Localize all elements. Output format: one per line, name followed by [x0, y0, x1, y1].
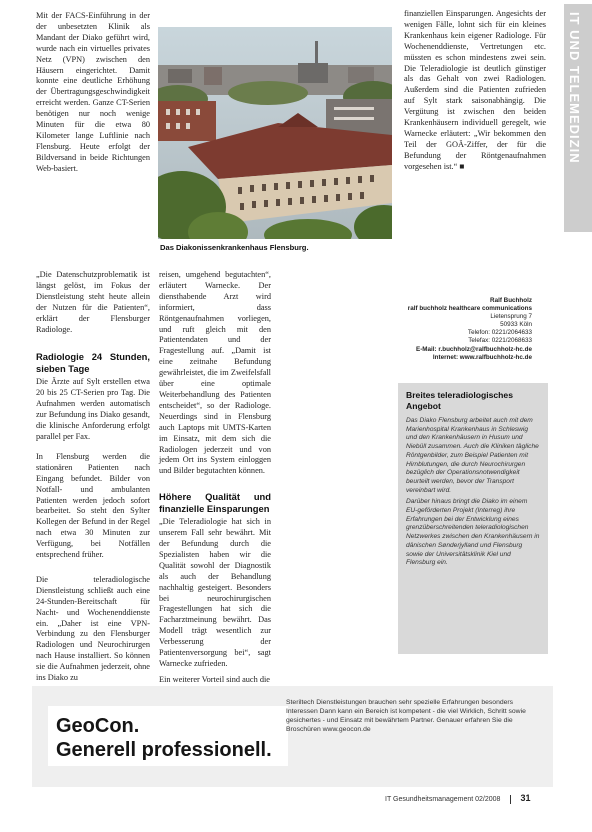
advertisement[interactable]	[32, 686, 553, 787]
hospital-photo	[158, 27, 392, 239]
author-name: Ralf Buchholz	[490, 297, 532, 304]
column-3-text	[400, 9, 560, 182]
advertisement-headline-2: Generell professionell.	[56, 739, 272, 761]
column-2-paragraph-1: reisen, umgehend begutachten“, erläutert Warnecke. Der diensthabende Arzt wird informiert, dass Röntgenaufnahmen vorliegen, und ruft gleich mit den Patientendaten und der Fragestellung auf. „Damit ist eine zeitnahe Befundung gewährleistet, die im Zweifelsfall über eine optimale Weiterbehandlung des Patienten entscheidet“, so der Radiologe. Neuerdings sind in Flensburg auch Laptops mit UMTS-Karten im Einsatz, mit dem sich die Radiologen jederzeit und von jedem Ort ins System einloggen und Bilder begutachten können.	[159, 270, 271, 476]
section-side-tab	[564, 4, 592, 232]
radiology-paragraph-1: Die Ärzte auf Sylt erstellen etwa 20 bis 25 CT-Serien pro Tag. Die Aufnahmen werden automatisch zur Befundung ins Diako gesandt, die klinische Anforderung erfolgt parallel per Fax.	[36, 377, 150, 441]
author-organization: ralf buchholz healthcare communications	[407, 305, 532, 313]
section-heading-quality: Höhere Qualität und finanzielle Einsparungen	[159, 491, 271, 514]
intro-paragraph: Mit der FACS-Einführung in der der unbesetzten Klinik als Mandant der Diako geführt wird, wurde nach ein virtuelles privates Netz (VPN) zwischen den Häusern eingerichtet. Damit konnte eine deutliche Erhöhung der Übertragungsgeschwindigkeit erreicht werden. Ganze CT-Serien benötigen nur noch wenige Minuten für die etwa 80 Kilometer lange Luftlinie nach Flensburg. Heute erfolgt der Bildversand in beide Richtungen Web-basiert.	[36, 11, 150, 173]
column-1-top-text	[36, 11, 150, 184]
radiology-paragraph-3: Die teleradiologische Dienstleistung schließt auch eine 24-Stunden-Bereitschaft für Nacht- und Wochenenddienste ein. „Daher ist eine VPN-Verbindung zu den Flensburger Radiologen und Neurochirurgen nach Hause installiert. So können sie die Aufnahmen jederzeit, ohne ins Diako zu	[36, 574, 150, 683]
author-email[interactable]: E-Mail: r.buchholz@ralfbuchholz-hc.de	[416, 345, 532, 353]
page-footer	[385, 793, 555, 804]
author-contact-block	[298, 297, 532, 362]
column-2-paragraph-3: Ein weiterer Vorteil sind auch die	[159, 674, 270, 684]
infobox-heading: Breites teleradiologisches Angebot	[406, 390, 513, 411]
column-2-paragraph-2: „Die Teleradiologie hat sich in unserem Fall sehr bewährt. Mit der Befundung durch die Spezialisten haben wir die Qualität sowohl der Diagnostik als auch der Behandlung nachhaltig gesteigert. Besonders bei neurochirurgischen Fragestellungen hat sich die Facharztmeinung bewährt. Das Modell trägt wesentlich zur Verbesserung der Patientenversorgung bei“, sagt Warnecke zufrieden.	[159, 517, 271, 668]
author-website[interactable]: Internet: www.ralfbuchholz-hc.de	[432, 353, 532, 361]
advertisement-headline-block	[48, 706, 288, 766]
author-street: Lietensprung 7	[490, 313, 532, 321]
column-1-lower	[36, 270, 150, 693]
author-city: 50933 Köln	[500, 321, 532, 329]
infobox	[398, 383, 548, 654]
section-heading-radiology-24h: Radiologie 24 Stunden, sieben Tage	[36, 351, 150, 374]
footer-divider	[510, 795, 511, 804]
column-2	[159, 270, 271, 695]
author-fax: Telefax: 0221/2068633	[468, 337, 532, 345]
advertisement-body: Steriltech Dienstleistungen brauchen sehr spezielle Erfahrungen besonders Interessen Dann kann ein Bereich ist kompetent - die viel Wirklich, Schritt sowie gesichertes - und Einsatz mit bewährtem Partner. Genauer erfahren Sie die Broschüren www.geocon.de	[286, 699, 526, 733]
infobox-paragraph-1: Das Diako Flensburg arbeitet auch mit dem Marienhospital Krankenhaus in Schleswig und den Krankenhäusern in Husum und Niebüll zusammen. Auch die Kliniken tägliche Röntgenbilder, zum Beispiel Patienten mit Hirnblutungen, die durch Neurochirurgen bezüglich der Operationsnotwendigkeit beurteilt werden, bevor der Transport vereinbart wird.	[406, 417, 539, 494]
column-3-paragraph: finanziellen Einsparungen. Angesichts der wenigen Fälle, lohnt sich für ein kleines Krankenhaus kein eigener Radiologe. Für Wochenenddienste, Vertretungen etc. müssten es schon mindestens zwei sein. Die Teleradiologie ist deutlich günstiger als das Gehalt von zwei Radiologen. Außerdem sind die Patienten zufrieden auf Sylt stark saisonabhängig. Die Vergütung ist zwischen den beiden Krankenhäusern individuell geregelt, wie Warnecke erläutert: „Wir bekommen den Teil der GOÄ-Ziffer, der für die Befundung der Röntgenaufnahmen vorgesehen ist.“ ■	[404, 9, 546, 171]
section-side-tab-label: IT UND TELEMEDIZIN	[567, 12, 582, 164]
radiology-paragraph-2: In Flensburg werden die stationären Patienten nach Eingang befundet. Bilder von Notfall- und ambulanten Patienten werden jedoch sofort bearbeitet. So steht den Sylter Kollegen der Befund in der Regel nach etwa 30 Minuten zur Verfügung, bei Notfällen entsprechend früher.	[36, 451, 150, 560]
footer-publication: IT Gesundheitsmanagement 02/2008	[385, 796, 501, 803]
author-phone: Telefon: 0221/2064633	[467, 329, 532, 337]
quote-paragraph: „Die Datenschutzproblematik ist längst gelöst, im Fokus der Dienstleistung steht heute allein der Nutzen für die Patienten“, erklärt der Flensburger Radiologe.	[36, 270, 150, 334]
photo-caption: Das Diakonissenkrankenhaus Flensburg.	[160, 243, 309, 252]
page-number: 31	[520, 793, 531, 803]
advertisement-headline-1: GeoCon.	[56, 715, 140, 737]
infobox-body	[406, 417, 540, 568]
infobox-paragraph-2: Darüber hinaus bringt die Diako im einem EU-geförderten Projekt (Interreg) ihre Erfahrungen bei der Entwicklung eines grenzüberschreitenden teleradiologischen Netzwerkes zwischen den Krankenhäusern in dänischen Sønderjylland und Flensburg sowie der Universitätsklinik Kiel und Flensburg ein.	[406, 498, 540, 567]
